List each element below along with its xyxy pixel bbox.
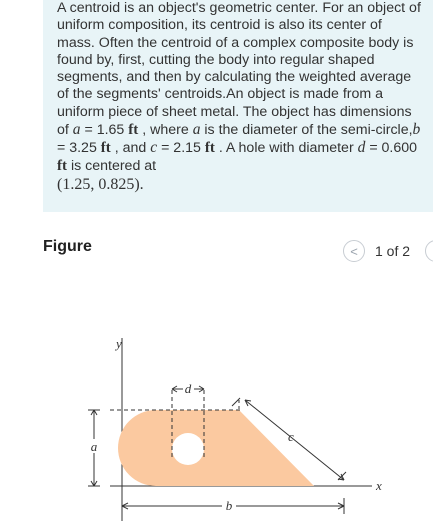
a-label: a (90, 439, 98, 454)
problem-statement (43, 0, 433, 212)
chevron-left-icon: < (350, 243, 358, 259)
figure-title: Figure (43, 238, 92, 255)
y-axis-label: y (116, 336, 122, 351)
d-label: d (184, 381, 192, 396)
sheet-metal-shape (118, 410, 314, 486)
prev-figure-button[interactable] (343, 240, 365, 262)
c-label: c (288, 429, 294, 444)
problem-text: A centroid is an object's geometric center. For an object of uniform composition, its centroid is also its center of mass. Often the centroid of a complex composite body is found by, first, cutting the body into regular shaped segments, and then by calculating the weighted average of the segments' centroids.An object is made from a uniform piece of sheet metal. The object has dimensions of a = 1.65 ft , where a is the diameter of the semi-circle,b = 3.25 ft , and c = 2.15 ft . A hole with diameter d = 0.600 ft is centered at (1.25, 0.825). (57, 0, 423, 193)
figure-diagram (0, 320, 433, 531)
x-axis-label: x (376, 478, 382, 493)
hole-center-point: (1.25, 0.825). (57, 175, 144, 193)
figure-pager (343, 240, 420, 262)
page-count: 1 of 2 (375, 243, 411, 259)
next-figure-button[interactable] (425, 240, 433, 262)
b-label: b (225, 498, 233, 513)
hole (172, 433, 204, 465)
